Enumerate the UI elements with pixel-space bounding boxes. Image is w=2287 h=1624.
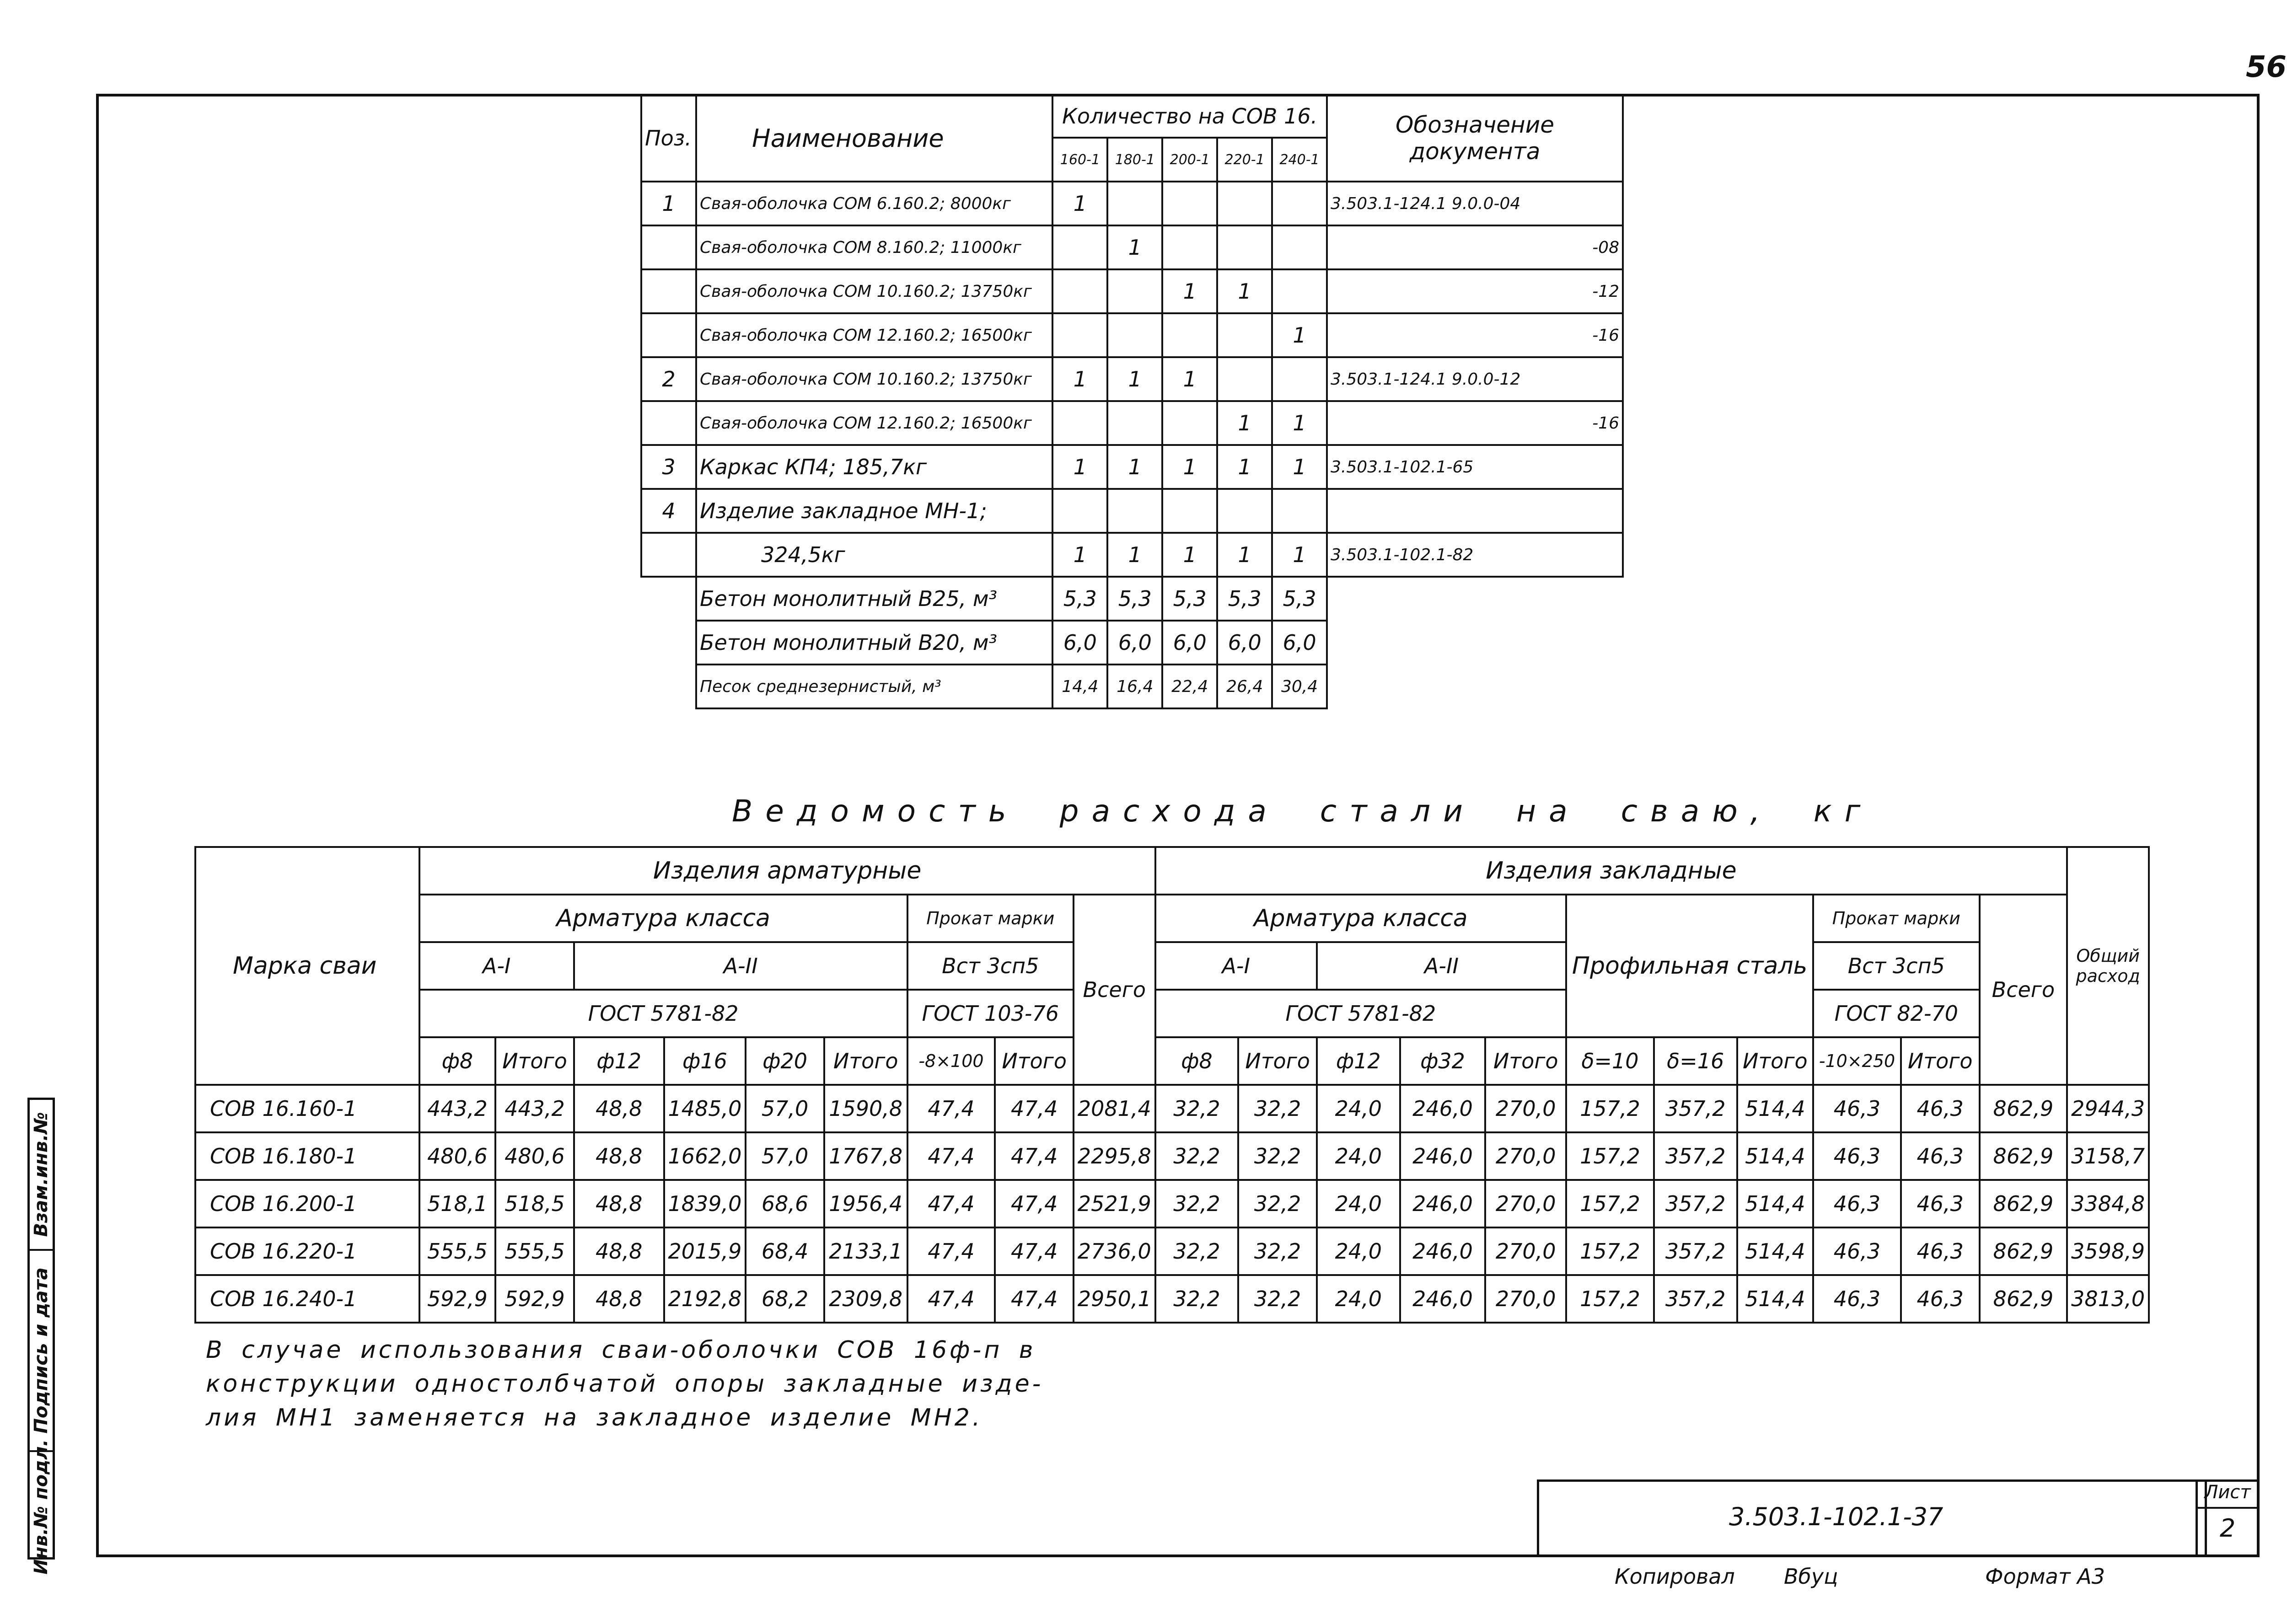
page-number: 56 xyxy=(2245,50,2287,84)
steel-h-gost-103: ГОСТ 103-76 xyxy=(907,990,1074,1037)
steel-sub-col: ф20 xyxy=(746,1037,824,1085)
spec-qty-col: 220-1 xyxy=(1217,138,1272,182)
steel-sub-col: ф12 xyxy=(1317,1037,1400,1085)
sheet-number: 2 xyxy=(2219,1514,2236,1543)
steel-row: СОВ 16.240-1 592,9 592,9 48,8 2192,8 68,2 2309,8 47,4 47,4 2950,1 32,2 32,2 24,0 246,0 270,0 157,2 357,2 514,4 46,3 46,3 862,9 3813,0 xyxy=(195,1275,2149,1323)
steel-sub-col: Итого xyxy=(1485,1037,1566,1085)
note-line: лия МН1 заменяется на закладное изделие МН2. xyxy=(206,1404,983,1431)
spec-qty-col: 160-1 xyxy=(1052,138,1107,182)
steel-h-aii-2: А-II xyxy=(1317,942,1566,990)
steel-sub-col: Итого xyxy=(824,1037,907,1085)
steel-sub-col: ф8 xyxy=(419,1037,496,1085)
steel-h-arm-products: Изделия арматурные xyxy=(419,847,1155,895)
steel-h-rebar-class-2: Арматура класса xyxy=(1155,895,1566,942)
spec-material-row: Бетон монолитный В20, м³ 6,0 6,0 6,0 6,0 6,0 xyxy=(641,621,1623,665)
spec-qty-col: 200-1 xyxy=(1162,138,1217,182)
note-line: конструкции одностолбчатой опоры закладные изде- xyxy=(206,1370,1044,1398)
spec-row: 3 Каркас КП4; 185,7кг 1 1 1 1 1 3.503.1-102.1-65 xyxy=(641,445,1623,489)
steel-h-rebar-class: Арматура класса xyxy=(419,895,907,942)
steel-h-gost-82: ГОСТ 82-70 xyxy=(1813,990,1979,1037)
steel-h-ai: А-I xyxy=(419,942,574,990)
steel-sub-col: Итого xyxy=(1238,1037,1317,1085)
steel-table xyxy=(194,846,2150,1324)
steel-h-emb-products: Изделия закладные xyxy=(1155,847,2067,895)
spec-h-doc: Обозначение документа xyxy=(1327,95,1623,182)
copied-by-label: Копировал xyxy=(1615,1564,1735,1589)
steel-table-title: Ведомость расхода стали на сваю, кг xyxy=(732,793,1874,829)
steel-h-vst-2: Вст 3сп5 xyxy=(1813,942,1979,990)
steel-sub-col: ф32 xyxy=(1400,1037,1486,1085)
side-stamp-field: Взам.инв.№ xyxy=(31,1112,52,1237)
steel-row: СОВ 16.180-1 480,6 480,6 48,8 1662,0 57,0 1767,8 47,4 47,4 2295,8 32,2 32,2 24,0 246,0 270,0 157,2 357,2 514,4 46,3 46,3 862,9 3158,7 xyxy=(195,1132,2149,1180)
note-text xyxy=(206,1333,1043,1435)
spec-row: 1 Свая-оболочка СОМ 6.160.2; 8000кг 1 3.503.1-124.1 9.0.0-04 xyxy=(641,182,1623,225)
spec-row: 324,5кг 1 1 1 1 1 3.503.1-102.1-82 xyxy=(641,533,1623,577)
spec-material-row: Песок среднезернистый, м³ 14,4 16,4 22,4 26,4 30,4 xyxy=(641,665,1623,708)
steel-sub-col: -8×100 xyxy=(907,1037,995,1085)
steel-sub-col: Итого xyxy=(495,1037,574,1085)
steel-h-gost-5781-2: ГОСТ 5781-82 xyxy=(1155,990,1566,1037)
side-stamp-field: Подпись и дата xyxy=(31,1267,52,1434)
signature: Вбуц xyxy=(1784,1564,1838,1589)
spec-table xyxy=(640,94,1624,709)
steel-h-total-2: Всего xyxy=(1980,895,2067,1085)
steel-sub-col: ф16 xyxy=(664,1037,746,1085)
steel-sub-col: -10×250 xyxy=(1813,1037,1901,1085)
steel-h-aii: А-II xyxy=(574,942,907,990)
steel-h-gost-5781: ГОСТ 5781-82 xyxy=(419,990,907,1037)
steel-row: СОВ 16.160-1 443,2 443,2 48,8 1485,0 57,0 1590,8 47,4 47,4 2081,4 32,2 32,2 24,0 246,0 270,0 157,2 357,2 514,4 46,3 46,3 862,9 2944,3 xyxy=(195,1085,2149,1132)
steel-sub-col: ф8 xyxy=(1155,1037,1239,1085)
steel-h-mark: Марка сваи xyxy=(195,847,419,1085)
steel-row: СОВ 16.200-1 518,1 518,5 48,8 1839,0 68,6 1956,4 47,4 47,4 2521,9 32,2 32,2 24,0 246,0 270,0 157,2 357,2 514,4 46,3 46,3 862,9 3384,8 xyxy=(195,1180,2149,1227)
steel-h-ai-2: А-I xyxy=(1155,942,1317,990)
spec-h-pos: Поз. xyxy=(641,95,696,182)
spec-material-row: Бетон монолитный В25, м³ 5,3 5,3 5,3 5,3 5,3 xyxy=(641,577,1623,621)
sheet-box xyxy=(2196,1479,2260,1557)
spec-qty-col: 240-1 xyxy=(1272,138,1327,182)
steel-row: СОВ 16.220-1 555,5 555,5 48,8 2015,9 68,4 2133,1 47,4 47,4 2736,0 32,2 32,2 24,0 246,0 270,0 157,2 357,2 514,4 46,3 46,3 862,9 3598,9 xyxy=(195,1227,2149,1275)
steel-h-vst: Вст 3сп5 xyxy=(907,942,1074,990)
spec-row: Свая-оболочка СОМ 12.160.2; 16500кг 1 -16 xyxy=(641,313,1623,357)
spec-row: Свая-оболочка СОМ 10.160.2; 13750кг 1 1 -12 xyxy=(641,269,1623,313)
side-stamp-field: Инв.№ подл. xyxy=(31,1439,52,1575)
spec-row: Свая-оболочка СОМ 12.160.2; 16500кг 1 1 -16 xyxy=(641,401,1623,445)
spec-row: 2 Свая-оболочка СОМ 10.160.2; 13750кг 1 1 1 3.503.1-124.1 9.0.0-12 xyxy=(641,357,1623,401)
steel-h-total: Всего xyxy=(1074,895,1155,1085)
spec-row: Свая-оболочка СОМ 8.160.2; 11000кг 1 -08 xyxy=(641,225,1623,269)
steel-h-overall: Общий расход xyxy=(2067,847,2149,1085)
document-code: 3.503.1-102.1-37 xyxy=(1729,1502,1943,1531)
sheet-label: Лист xyxy=(2198,1482,2257,1509)
spec-h-qty: Количество на СОВ 16. xyxy=(1052,95,1327,138)
format-label: Формат А3 xyxy=(1985,1564,2105,1589)
steel-h-rolled: Прокат марки xyxy=(907,895,1074,942)
steel-sub-col: δ=10 xyxy=(1566,1037,1654,1085)
side-stamp xyxy=(27,1098,55,1575)
steel-sub-col: Итого xyxy=(1901,1037,1980,1085)
steel-sub-col: Итого xyxy=(995,1037,1074,1085)
spec-row: 4 Изделие закладное МН-1; xyxy=(641,489,1623,533)
steel-sub-col: δ=16 xyxy=(1654,1037,1737,1085)
steel-h-rolled-2: Прокат марки xyxy=(1813,895,1979,942)
steel-sub-col: Итого xyxy=(1737,1037,1814,1085)
steel-sub-col: ф12 xyxy=(574,1037,664,1085)
spec-qty-col: 180-1 xyxy=(1107,138,1162,182)
note-line: В случае использования сваи-оболочки СОВ 16ф-п в xyxy=(206,1336,1036,1364)
steel-h-profile: Профильная сталь xyxy=(1566,895,1813,1037)
spec-h-name: Наименование xyxy=(696,95,1052,182)
